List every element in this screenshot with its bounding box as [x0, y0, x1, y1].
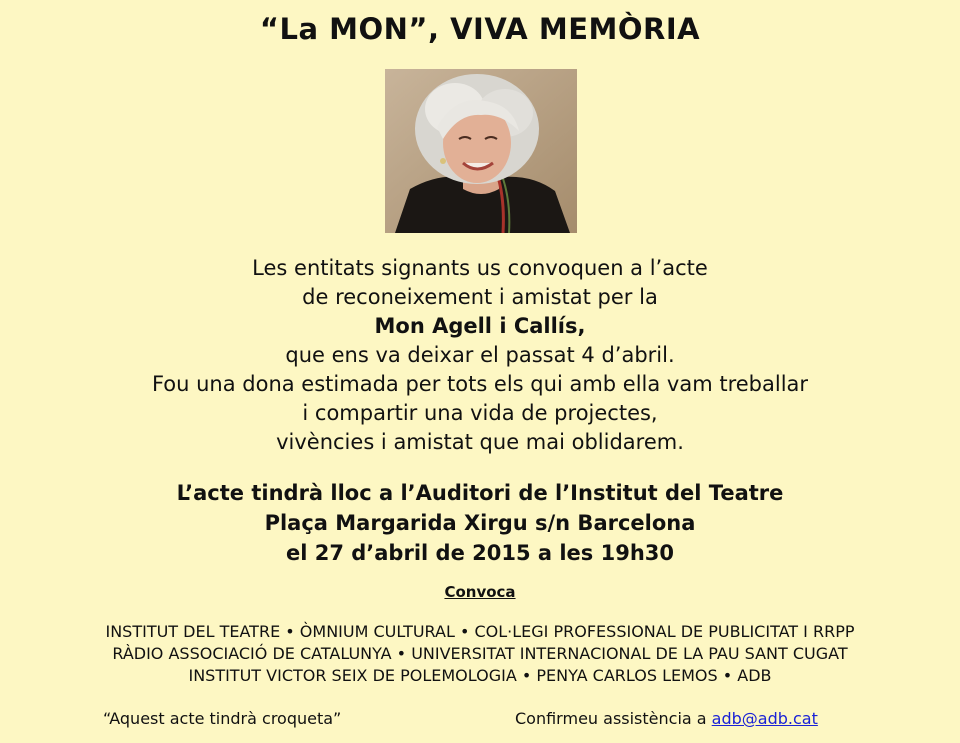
convoca-heading	[0, 583, 960, 601]
portrait-photo	[385, 69, 577, 233]
rsvp-email-link[interactable]: adb@adb.cat	[711, 709, 818, 728]
invitation-line: vivències i amistat que mai oblidarem.	[276, 430, 684, 454]
convoca-label: Convoca	[444, 583, 516, 601]
rsvp-text	[515, 709, 818, 728]
organizations-line: RÀDIO ASSOCIACIÓ DE CATALUNYA • UNIVERSITAT INTERNACIONAL DE LA PAU SANT CUGAT	[112, 644, 848, 663]
rsvp-label: Confirmeu assistència a	[515, 709, 712, 728]
event-venue-details	[0, 478, 960, 568]
organizations-line: INSTITUT VICTOR SEIX DE POLEMOLOGIA • PENYA CARLOS LEMOS • ADB	[188, 666, 772, 685]
invitation-line: Les entitats signants us convoquen a l’acte	[252, 256, 708, 280]
organizations-list	[0, 621, 960, 687]
invitation-line: de reconeixement i amistat per la	[302, 285, 658, 309]
invitation-line: que ens va deixar el passat 4 d’abril.	[285, 343, 675, 367]
event-date-time: el 27 d’abril de 2015 a les 19h30	[285, 541, 675, 565]
organizations-line: INSTITUT DEL TEATRE • ÒMNIUM CULTURAL • COL·LEGI PROFESSIONAL DE PUBLICITAT I RRPP	[105, 622, 855, 641]
invitation-line: Fou una dona estimada per tots els qui amb ella vam treballar	[151, 372, 809, 396]
croqueta-note: “Aquest acte tindrà croqueta”	[103, 709, 342, 728]
venue-line: L’acte tindrà lloc a l’Auditori de l’Institut del Teatre	[176, 481, 784, 505]
invitation-text	[0, 254, 960, 457]
page-title: “La MON”, VIVA MEMÒRIA	[259, 12, 701, 46]
honoree-name: Mon Agell i Callís,	[374, 314, 586, 338]
invitation-line: i compartir una vida de projectes,	[302, 401, 658, 425]
venue-address: Plaça Margarida Xirgu s/n Barcelona	[264, 511, 696, 535]
